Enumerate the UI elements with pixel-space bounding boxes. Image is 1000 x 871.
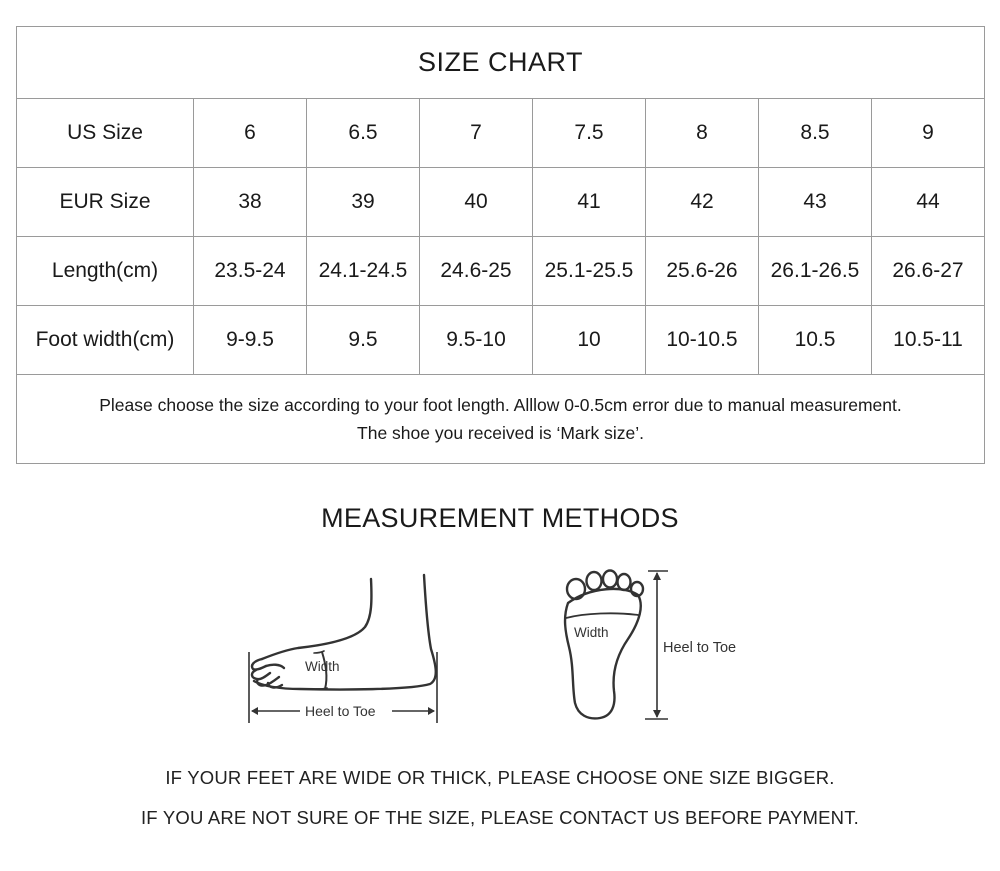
footprint-icon <box>565 571 643 719</box>
table-cell: 39 <box>307 168 420 237</box>
table-cell: 9.5-10 <box>420 306 533 375</box>
table-cell: 23.5-24 <box>194 237 307 306</box>
table-cell: 26.1-26.5 <box>759 237 872 306</box>
row-label-foot-width: Foot width(cm) <box>17 306 194 375</box>
table-row <box>17 99 985 168</box>
table-cell: 43 <box>759 168 872 237</box>
top-length-label: Heel to Toe <box>663 640 737 656</box>
table-cell: 9 <box>872 99 985 168</box>
table-cell: 42 <box>646 168 759 237</box>
table-cell: 26.6-27 <box>872 237 985 306</box>
table-cell: 10.5 <box>759 306 872 375</box>
measurement-illustrations <box>0 555 1000 740</box>
notice-contact-us: IF YOU ARE NOT SURE OF THE SIZE, PLEASE CONTACT US BEFORE PAYMENT. <box>140 807 860 828</box>
table-cell: 6 <box>194 99 307 168</box>
size-note <box>17 375 985 464</box>
row-label-eur-size: EUR Size <box>17 168 194 237</box>
side-length-label: Heel to Toe <box>305 703 376 719</box>
measurement-methods-title: MEASUREMENT METHODS <box>321 503 679 533</box>
table-cell: 7 <box>420 99 533 168</box>
table-cell: 10.5-11 <box>872 306 985 375</box>
side-foot-icon <box>252 575 436 689</box>
table-cell: 8 <box>646 99 759 168</box>
table-cell: 25.1-25.5 <box>533 237 646 306</box>
table-row <box>17 237 985 306</box>
notice-wide-feet: IF YOUR FEET ARE WIDE OR THICK, PLEASE CHOOSE ONE SIZE BIGGER. <box>165 767 835 788</box>
table-cell: 44 <box>872 168 985 237</box>
row-label-length: Length(cm) <box>17 237 194 306</box>
size-table <box>16 26 985 464</box>
table-cell: 10-10.5 <box>646 306 759 375</box>
table-cell: 10 <box>533 306 646 375</box>
table-row <box>17 306 985 375</box>
table-cell: 41 <box>533 168 646 237</box>
table-cell: 38 <box>194 168 307 237</box>
table-cell: 40 <box>420 168 533 237</box>
table-cell: 25.6-26 <box>646 237 759 306</box>
note-line-2: The shoe you received is ‘Mark size’. <box>357 423 644 443</box>
table-cell: 7.5 <box>533 99 646 168</box>
note-line-1: Please choose the size according to your foot length. Alllow 0-0.5cm error due to manual measurement. <box>99 395 902 415</box>
chart-title: SIZE CHART <box>17 27 985 99</box>
table-cell: 6.5 <box>307 99 420 168</box>
row-label-us-size: US Size <box>17 99 194 168</box>
table-cell: 24.6-25 <box>420 237 533 306</box>
side-width-label: Width <box>305 659 340 674</box>
table-cell: 9-9.5 <box>194 306 307 375</box>
top-width-label: Width <box>574 625 609 640</box>
table-cell: 9.5 <box>307 306 420 375</box>
size-chart <box>16 26 985 464</box>
table-cell: 8.5 <box>759 99 872 168</box>
table-cell: 24.1-24.5 <box>307 237 420 306</box>
table-row <box>17 168 985 237</box>
